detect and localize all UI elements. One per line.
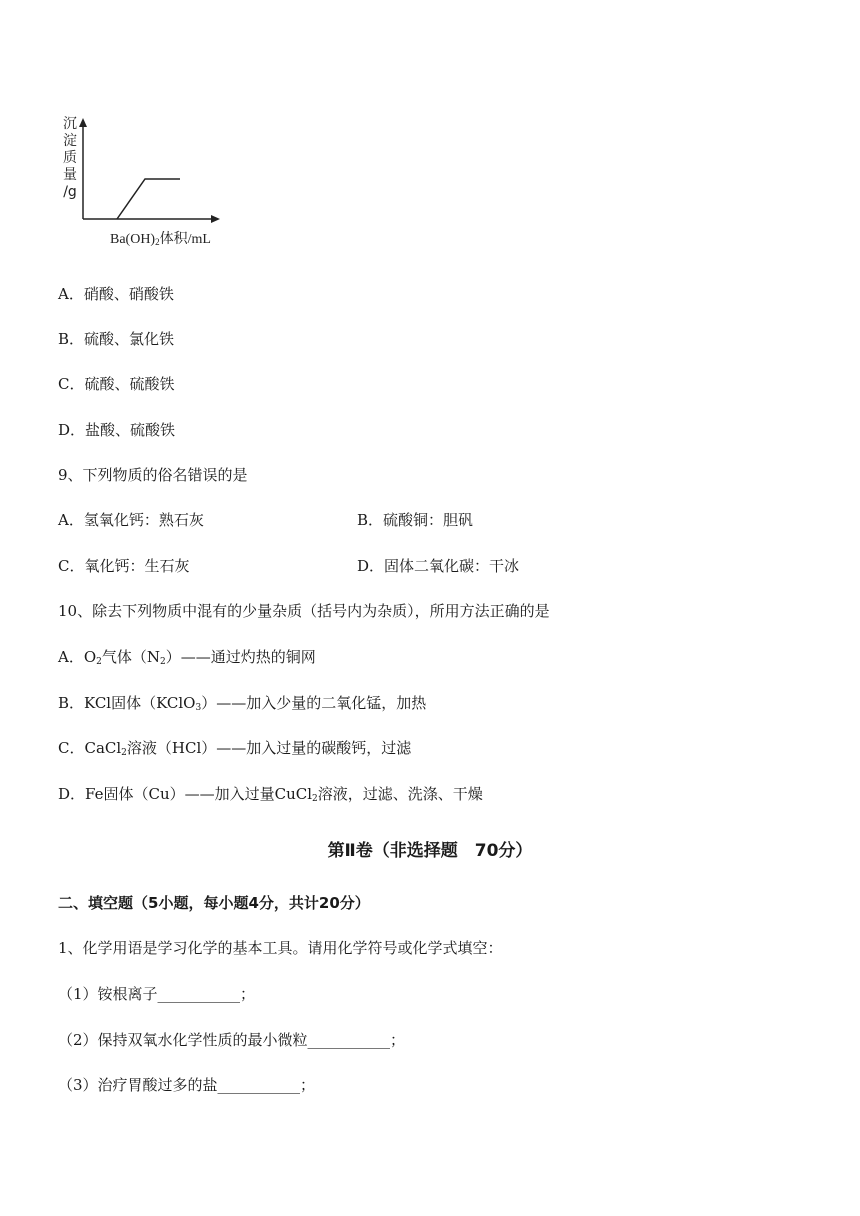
y-label-char: 量 xyxy=(63,167,77,183)
q10-option-d: D．Fe固体（Cu）——加入过量CuCl$_2$溶液，过滤、洗涤、干燥 xyxy=(58,785,483,804)
q8-option-c: C．硫酸、硫酸铁 xyxy=(58,375,175,393)
section-subtitle: 二、填空题（5小题，每小题4分，共计20分） xyxy=(58,894,370,912)
y-label-char: 淀 xyxy=(63,133,77,149)
graph-axes xyxy=(58,116,258,226)
x-axis-arrow-icon xyxy=(211,215,220,223)
q8-option-b: B．硫酸、氯化铁 xyxy=(58,330,175,348)
y-axis-arrow-icon xyxy=(79,118,87,127)
fill1-part-3: （3）治疗胃酸过多的盐___________； xyxy=(58,1076,316,1094)
y-label-char: 沉 xyxy=(63,116,77,132)
q8-option-a: A．硝酸、硝酸铁 xyxy=(58,285,174,303)
fill1-stem: 1、化学用语是学习化学的基本工具。请用化学符号或化学式填空： xyxy=(58,939,503,957)
section-title: 第Ⅱ卷（非选择题 70分） xyxy=(327,841,533,861)
q9-option-c: C．氧化钙：生石灰 xyxy=(58,557,190,575)
y-label-char: /g xyxy=(63,184,77,200)
q9-option-b: B．硫酸铜：胆矾 xyxy=(357,511,474,529)
precipitate-graph xyxy=(58,116,258,247)
y-label-char: 质 xyxy=(63,150,77,166)
q10-option-b: B．KCl固体（KClO$_3$）——加入少量的二氧化锰，加热 xyxy=(58,694,427,713)
q9-stem: 9、下列物质的俗名错误的是 xyxy=(58,466,248,484)
q10-option-a: A．$O_2$气体$(N_2)——$通过灼热的铜网 xyxy=(58,648,316,667)
q10-option-c: C．CaCl$_2$溶液（HCl）——加入过量的碳酸钙，过滤 xyxy=(58,739,412,758)
q9-option-d: D．固体二氧化碳：干冰 xyxy=(357,557,520,575)
q9-option-a: A．氢氧化钙：熟石灰 xyxy=(58,511,204,529)
fill1-part-2: （2）保持双氧水化学性质的最小微粒___________； xyxy=(58,1031,406,1049)
q10-stem: 10、除去下列物质中混有的少量杂质（括号内为杂质），所用方法正确的是 xyxy=(58,602,550,620)
precipitate-curve xyxy=(117,179,180,219)
q8-option-d: D．盐酸、硫酸铁 xyxy=(58,421,176,439)
x-axis-label: $Ba(OH)_2$体积/mL xyxy=(110,232,211,247)
fill1-part-1: （1）铵根离子___________； xyxy=(58,985,256,1003)
